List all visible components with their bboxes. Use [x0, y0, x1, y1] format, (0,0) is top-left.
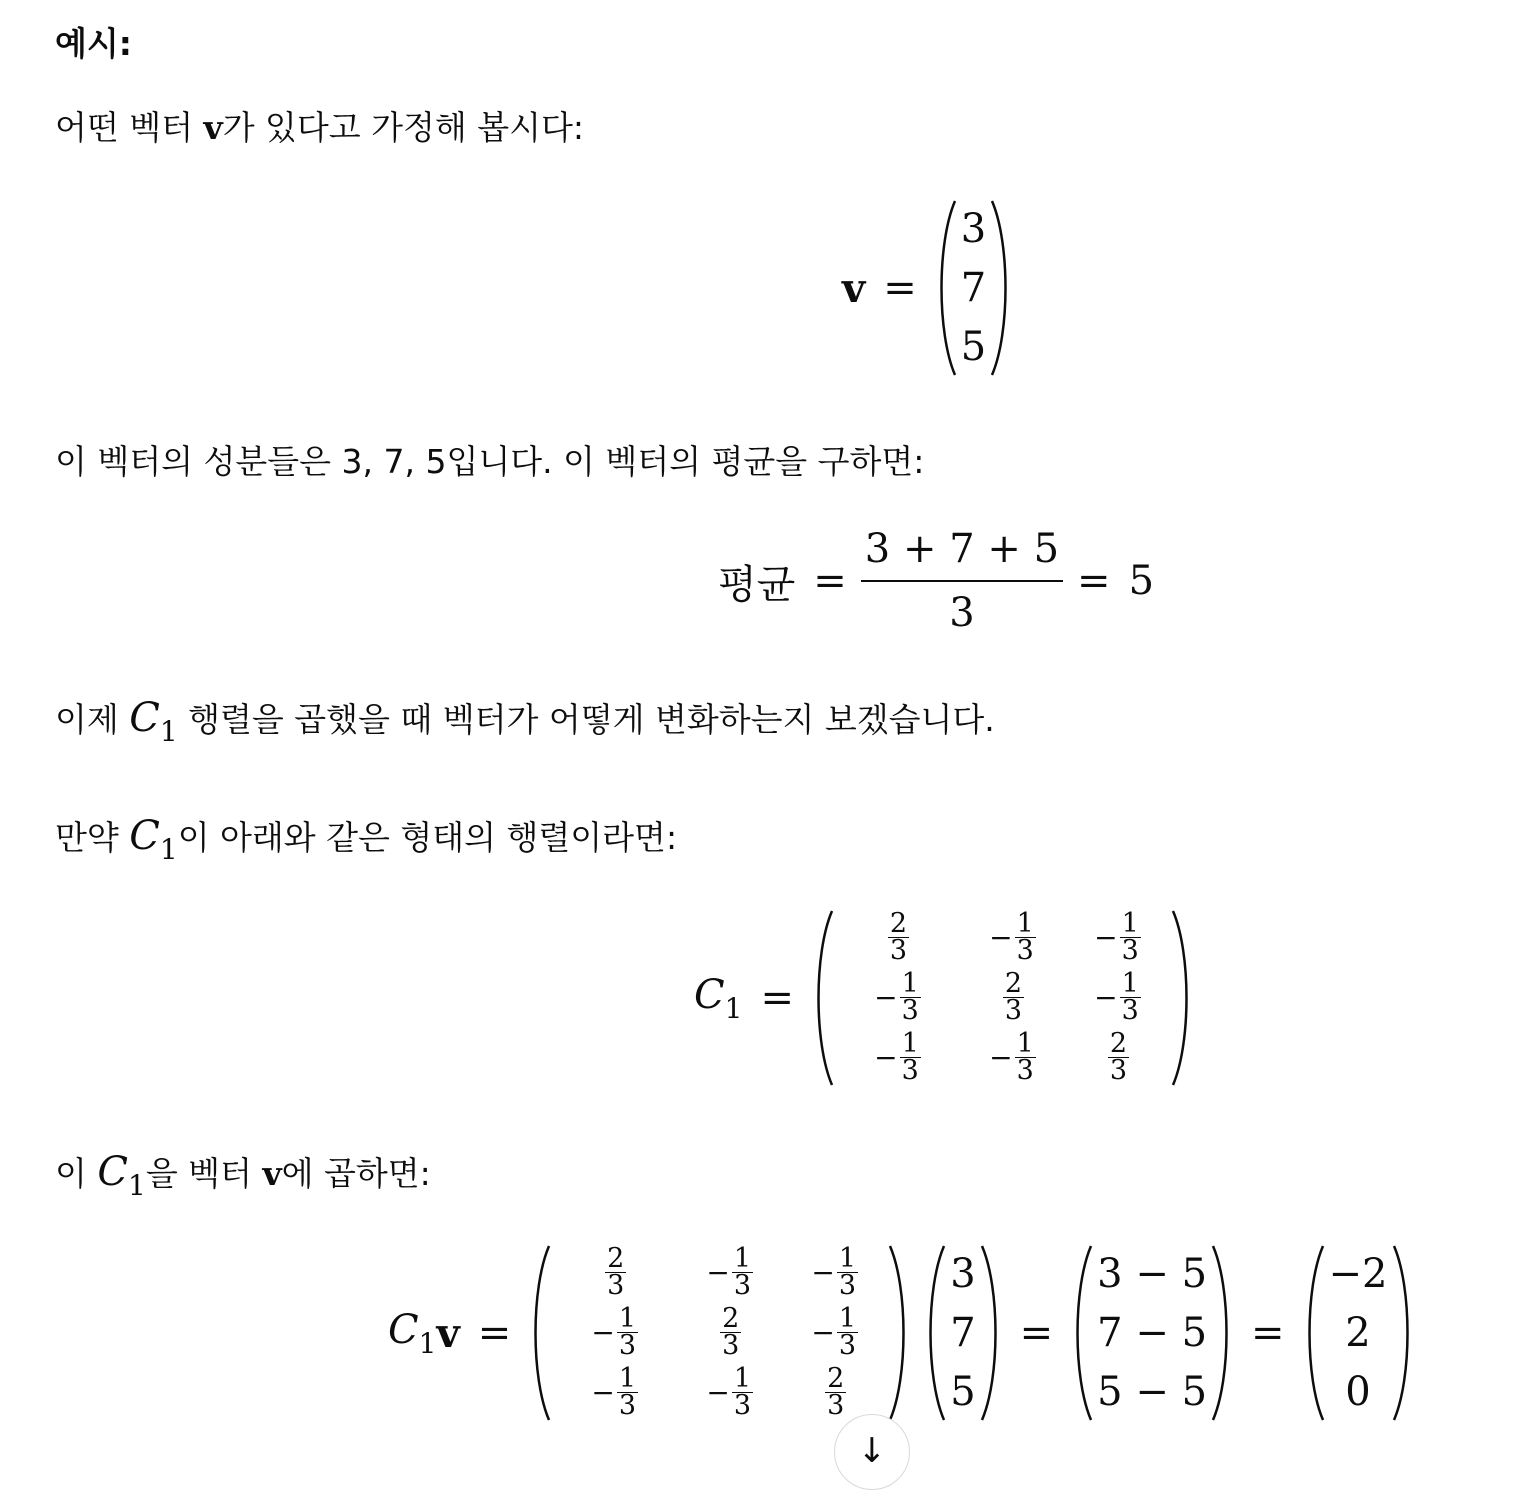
fraction: [825, 1362, 846, 1421]
fraction-denominator: 3: [607, 1269, 625, 1301]
fraction-numerator: 1: [1121, 907, 1139, 939]
fraction-denominator: 3: [901, 1054, 919, 1086]
vector-entry: 3: [950, 1251, 976, 1297]
fraction-numerator: 1: [1121, 967, 1139, 999]
fraction-numerator: 2: [827, 1362, 845, 1394]
fraction-numerator: 1: [618, 1302, 637, 1334]
matrix-cell: [787, 1363, 882, 1421]
fraction: [720, 1302, 741, 1361]
fraction-numerator: 2: [607, 1242, 625, 1274]
fraction: [732, 1362, 753, 1421]
fraction-denominator: 3: [1016, 934, 1034, 966]
fraction-numerator: 1: [733, 1242, 752, 1274]
fraction-denominator: 3: [889, 934, 908, 966]
fraction: [1120, 907, 1141, 966]
vector-entry: 5 − 5: [1097, 1369, 1208, 1415]
matrix-cell: [840, 1028, 955, 1086]
fraction-numerator: 2: [1004, 967, 1023, 999]
fraction: [617, 1362, 638, 1421]
matrix-cell: [672, 1303, 787, 1361]
equation-vector-v: v = 3 7 5: [842, 198, 1012, 378]
fraction: [617, 1302, 638, 1361]
fraction-denominator: 3: [1109, 1054, 1128, 1086]
matrix-cell: [1070, 908, 1165, 966]
vector-entry: 2: [1345, 1310, 1371, 1356]
fraction-numerator: 2: [722, 1302, 740, 1334]
fraction-denominator: 3: [1121, 994, 1139, 1026]
fraction-numerator: 1: [901, 1027, 919, 1059]
fraction-numerator: 1: [838, 1302, 857, 1334]
fraction-denominator: 3: [1121, 934, 1139, 966]
vector-entry: −2: [1328, 1251, 1388, 1297]
matrix-cell: [557, 1243, 672, 1301]
matrix-cell: [955, 968, 1070, 1026]
fraction: [900, 967, 921, 1026]
matrix-cell: [787, 1303, 882, 1361]
matrix-cell: [672, 1243, 787, 1301]
matrix-cell-sign: −: [989, 920, 1013, 954]
matrix-cell: [1070, 1028, 1165, 1086]
vector-entry: 7 − 5: [1097, 1310, 1208, 1356]
vector-entry: 3 − 5: [1097, 1251, 1208, 1297]
matrix-cell-sign: −: [706, 1255, 730, 1289]
fraction-numerator: 1: [1016, 1027, 1034, 1059]
fraction-denominator: 3: [1016, 1054, 1034, 1086]
fraction-denominator: 3: [901, 994, 919, 1026]
fraction-denominator: 3: [838, 1269, 857, 1301]
fraction: [1015, 1027, 1036, 1086]
fraction: [837, 1302, 858, 1361]
fraction-denominator: 3: [1004, 994, 1023, 1026]
matrix-cell-sign: −: [591, 1315, 615, 1349]
scroll-down-button[interactable]: [834, 1414, 910, 1490]
fraction: [605, 1242, 626, 1301]
paragraph-c1-intro: 이제 $C_1$ 행렬을 곱했을 때 벡터가 어떻게 변화하는지 보겠습니다.: [55, 695, 995, 748]
matrix-cell-sign: −: [811, 1255, 835, 1289]
equation-mean: 평균 = $\frac{3 + 7 + 5}{3}$ = 5: [718, 526, 1155, 636]
paragraph-c1-times-v: 이 $C_1$을 벡터 v에 곱하면:: [55, 1149, 431, 1202]
matrix-cell-sign: −: [1094, 980, 1118, 1014]
matrix-cell-sign: −: [1094, 920, 1118, 954]
fraction: [837, 1242, 858, 1301]
fraction-numerator: 1: [901, 967, 919, 999]
fraction: [1120, 967, 1141, 1026]
fraction-numerator: 2: [1109, 1027, 1128, 1059]
vector-entry: 7: [960, 265, 987, 311]
vector-entry: 5: [960, 324, 987, 370]
arrow-down-icon: ↓: [857, 1431, 887, 1471]
matrix-cell: [955, 908, 1070, 966]
fraction: [732, 1242, 753, 1301]
matrix-cell: [840, 968, 955, 1026]
fraction-denominator: 3: [838, 1329, 857, 1361]
fraction-numerator: 2: [889, 907, 908, 939]
matrix-cell: [787, 1243, 882, 1301]
matrix-cell: [557, 1303, 672, 1361]
vector-entry: 0: [1345, 1369, 1371, 1415]
vector-entry: 5: [950, 1369, 976, 1415]
fraction-denominator: 3: [733, 1389, 752, 1421]
matrix-cell: [840, 908, 955, 966]
equation-c1-matrix: $C_1$ = $\frac{2}{3}$ − $\frac{1}{3}$ − $\frac{1}{3}$ − $\frac{1}{3}$ $\frac{2}{3}$ − $\frac{1}{3}$ − $\frac{1}{3}$ − $\frac{1}{3}$ $\frac{2}{3}$: [694, 908, 1193, 1088]
matrix-cell: [557, 1363, 672, 1421]
matrix-cell-sign: −: [591, 1375, 615, 1409]
fraction-denominator: 3: [722, 1329, 740, 1361]
paragraph-vector-mean: 이 벡터의 성분들은 3, 7, 5입니다. 이 벡터의 평균을 구하면:: [55, 442, 925, 481]
paragraph-c1-form: 만약 $C_1$이 아래와 같은 형태의 행렬이라면:: [55, 813, 678, 866]
matrix-cell-sign: −: [989, 1040, 1013, 1074]
fraction-numerator: 1: [733, 1362, 752, 1394]
matrix-cell: [955, 1028, 1070, 1086]
fraction-numerator: 1: [838, 1242, 857, 1274]
paragraph-vector-intro: 어떤 벡터 v가 있다고 가정해 봅시다:: [55, 108, 585, 147]
vector-entry: 3: [960, 206, 987, 252]
fraction: [900, 1027, 921, 1086]
fraction: [1108, 1027, 1129, 1086]
fraction-numerator: 1: [618, 1362, 637, 1394]
matrix-cell: [1070, 968, 1165, 1026]
fraction: [1015, 907, 1036, 966]
fraction-denominator: 3: [733, 1269, 752, 1301]
fraction-denominator: 3: [618, 1389, 637, 1421]
vector-entry: 7: [950, 1310, 976, 1356]
matrix-cell-sign: −: [706, 1375, 730, 1409]
fraction: [1003, 967, 1024, 1026]
matrix-cell-sign: −: [874, 980, 898, 1014]
matrix-cell-sign: −: [874, 1040, 898, 1074]
equation-c1-times-v: $C_1$ v = $\frac{2}{3}$ − $\frac{1}{3}$ − $\frac{1}{3}$ − $\frac{1}{3}$ $\frac{2}{3}$ − $\frac{1}{3}$ − $\frac{1}{3}$ − $\frac{1}{3}$ $\frac{2}{3}$ 3 7 5 = 3 − 5 7 − 5 5 − 5 = −2 2 0: [388, 1243, 1414, 1423]
matrix-cell-sign: −: [811, 1315, 835, 1349]
matrix-cell: [672, 1363, 787, 1421]
fraction-denominator: 3: [827, 1389, 845, 1421]
fraction-numerator: 1: [1016, 907, 1034, 939]
fraction-denominator: 3: [618, 1329, 637, 1361]
heading: 예시:: [55, 24, 132, 63]
fraction: [888, 907, 909, 966]
